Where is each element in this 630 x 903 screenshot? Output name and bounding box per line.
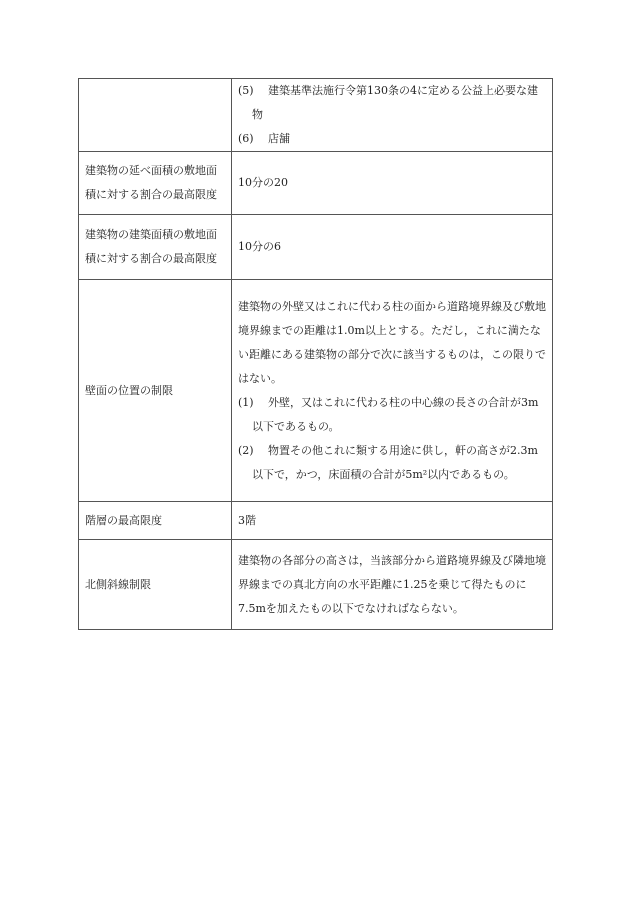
regulation-table	[78, 78, 553, 630]
wall-item-2-num: (2)	[238, 443, 254, 457]
use-item-5-num: (5)	[238, 84, 254, 97]
wall-item-1-num: (1)	[238, 395, 254, 409]
use-item-6	[238, 127, 546, 151]
wall-item-2-text: 物置その他これに類する用途に供し，軒の高さが2.3m以下で，かつ，床面積の合計が5m²以内であるもの。	[252, 443, 538, 481]
table-row-bcr	[79, 215, 553, 280]
use-item-6-num: (6)	[238, 132, 254, 145]
table-row-wall	[79, 280, 553, 502]
table-row-far	[79, 152, 553, 215]
use-item-6-text: 店舗	[268, 132, 290, 145]
bcr-value-cell: 10分の6	[232, 215, 553, 280]
north-value-cell: 建築物の各部分の高さは，当該部分から道路境界線及び隣地境界線までの真北方向の水平距離に1.25を乗じて得たものに7.5mを加えたもの以下でなければならない。	[232, 540, 553, 630]
far-label-cell: 建築物の延べ面積の敷地面積に対する割合の最高限度	[79, 152, 232, 215]
table-row-floors	[79, 502, 553, 540]
table-row-north	[79, 540, 553, 630]
far-value-cell: 10分の20	[232, 152, 553, 215]
wall-label-cell: 壁面の位置の制限	[79, 280, 232, 502]
use-item-5	[238, 79, 546, 127]
use-item-5-text: 建築基準法施行令第130条の4に定める公益上必要な建物	[252, 84, 538, 121]
wall-item-1-text: 外壁，又はこれに代わる柱の中心線の長さの合計が3m以下であるもの。	[252, 395, 539, 433]
wall-item-1	[238, 391, 546, 439]
use-label-cell	[79, 79, 232, 152]
wall-item-2	[238, 439, 546, 487]
wall-intro-text: 建築物の外壁又はこれに代わる柱の面から道路境界線及び敷地境界線までの距離は1.0m以上とする。ただし，これに満たない距離にある建築物の部分で次に該当するものは，この限りではない。	[238, 299, 546, 385]
wall-content-cell	[232, 280, 553, 502]
floors-value-cell: 3階	[232, 502, 553, 540]
use-content-cell	[232, 79, 553, 152]
floors-label-cell: 階層の最高限度	[79, 502, 232, 540]
table-row-use	[79, 79, 553, 152]
north-label-cell: 北側斜線制限	[79, 540, 232, 630]
bcr-label-cell: 建築物の建築面積の敷地面積に対する割合の最高限度	[79, 215, 232, 280]
